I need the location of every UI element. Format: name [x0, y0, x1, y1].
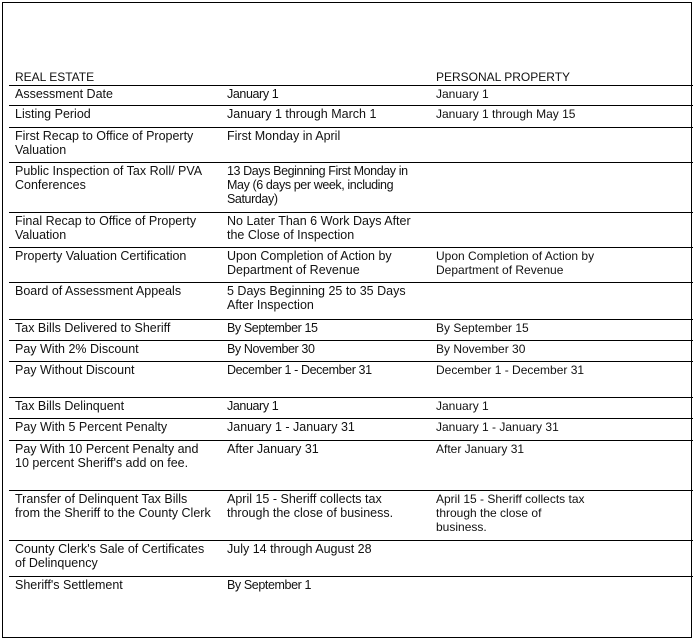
personal-property-value: By September 15	[436, 321, 529, 335]
row-label: First Recap to Office of Property Valuation	[15, 129, 194, 157]
row-label: Pay With 10 Percent Penalty and 10 percent Sheriff's add on fee.	[15, 442, 199, 470]
real-estate-value: December 1 - December 31	[227, 363, 372, 377]
row-label: County Clerk's Sale of Certificates of Delinquency	[15, 542, 205, 570]
real-estate-value: January 1	[227, 87, 279, 101]
personal-property-value: January 1 - January 31	[436, 420, 559, 434]
row-label: Sheriff's Settlement	[15, 578, 123, 592]
real-estate-value: January 1 through March 1	[227, 107, 377, 121]
table-row	[9, 213, 693, 248]
real-estate-value: By November 30	[227, 342, 315, 356]
row-label: Final Recap to Office of Property Valuation	[15, 214, 197, 242]
column-headers	[3, 70, 691, 85]
header-real-estate: REAL ESTATE	[15, 70, 95, 84]
table-row	[9, 341, 693, 362]
table-row	[9, 106, 693, 128]
row-label: Listing Period	[15, 107, 91, 121]
real-estate-value: First Monday in April	[227, 129, 341, 143]
row-label: Assessment Date	[15, 87, 113, 101]
row-label: Tax Bills Delinquent	[15, 399, 125, 413]
real-estate-value: Upon Completion of Action by Department of Revenue	[227, 249, 392, 277]
row-label: Public Inspection of Tax Roll/ PVA Conferences	[15, 164, 202, 192]
table-row	[9, 128, 693, 163]
personal-property-value: January 1	[436, 87, 489, 101]
table-row	[9, 362, 693, 398]
real-estate-value: 5 Days Beginning 25 to 35 Days After Inspection	[227, 284, 406, 312]
real-estate-value: By September 1	[227, 578, 312, 592]
personal-property-value: January 1 through May 15	[436, 107, 576, 121]
real-estate-value: No Later Than 6 Work Days After the Close of Inspection	[227, 214, 411, 242]
personal-property-value: After January 31	[436, 442, 525, 456]
row-label: Pay Without Discount	[15, 363, 135, 377]
table-row	[9, 320, 693, 341]
real-estate-value: January 1 - January 31	[227, 420, 355, 434]
real-estate-value: By September 15	[227, 321, 318, 335]
table-row	[9, 577, 693, 599]
row-label: Board of Assessment Appeals	[15, 284, 182, 298]
table-row	[9, 248, 693, 283]
real-estate-value: 13 Days Beginning First Monday in May (6 days per week, including Saturday)	[227, 164, 408, 206]
table-row	[9, 541, 693, 577]
header-personal-property: PERSONAL PROPERTY	[436, 70, 571, 84]
row-label: Property Valuation Certification	[15, 249, 187, 263]
table-row	[9, 163, 693, 213]
real-estate-value: After January 31	[227, 442, 319, 456]
table-row	[9, 441, 693, 491]
table-row	[9, 283, 693, 320]
table-row	[9, 398, 693, 419]
row-label: Pay With 5 Percent Penalty	[15, 420, 168, 434]
table-row	[9, 491, 693, 541]
tax-calendar-table	[9, 85, 693, 599]
row-label: Transfer of Delinquent Tax Bills from the Sheriff to the County Clerk	[15, 492, 211, 520]
real-estate-value: April 15 - Sheriff collects tax through the close of business.	[227, 492, 394, 520]
table-row	[9, 85, 693, 106]
personal-property-value: April 15 - Sheriff collects tax through the close of business.	[436, 492, 585, 534]
personal-property-value: December 1 - December 31	[436, 363, 585, 377]
tax-calendar-frame	[2, 2, 692, 638]
personal-property-value: January 1	[436, 399, 489, 413]
row-label: Tax Bills Delivered to Sheriff	[15, 321, 171, 335]
personal-property-value: Upon Completion of Action by Department of Revenue	[436, 249, 595, 277]
row-label: Pay With 2% Discount	[15, 342, 139, 356]
personal-property-value: By November 30	[436, 342, 526, 356]
table-row	[9, 419, 693, 441]
real-estate-value: July 14 through August 28	[227, 542, 372, 556]
real-estate-value: January 1	[227, 399, 279, 413]
